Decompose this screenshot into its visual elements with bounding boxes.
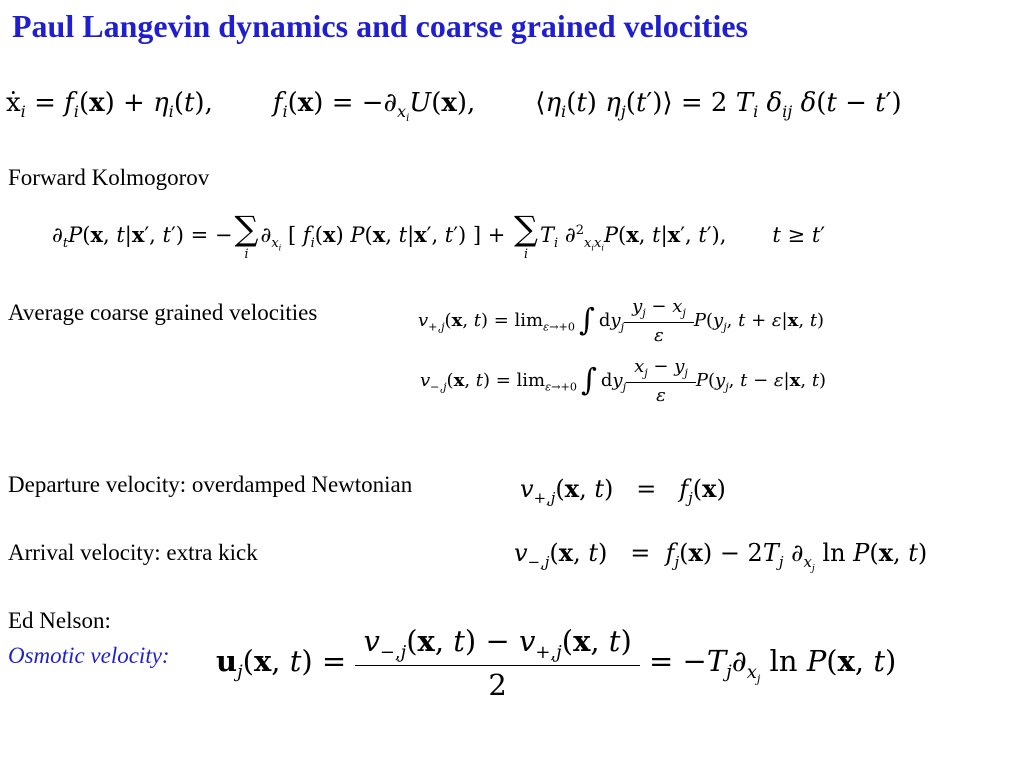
langevin-equation: ẋ$_i$ = $f_i(x) + \eta_i(t)$, $f_i(x) = -\partial_{x_i}U(x)$, $⟨\eta_i(t)$ $\eta_j(t')⟩ = 2$ $T_i$ $\delta_{ij}$ δ(t − t′) — [6, 88, 902, 125]
average-velocities-label: Average coarse grained velocities — [8, 300, 318, 325]
arrival-velocity-label: Arrival velocity: extra kick — [8, 540, 258, 565]
arrival-velocity-equation: $v_{-,j}(x$, $t) = f_j(x) - 2T_j$ $\partial_{x_j}$ ln P(x, t) — [514, 538, 928, 574]
osmotic-velocity-label: Osmotic velocity: — [8, 643, 170, 668]
backward-velocity-definition: $v_{-,j}(x$, $t) = \lim_{\varepsilon\to+0}$ ∫ $dy_j$ $\frac{x_j - y_j}{\varepsilon}$ $P(y_j$, t − ε|x, t) — [420, 356, 827, 406]
slide-title: Paul Langevin dynamics and coarse grained velocities — [12, 8, 748, 44]
departure-velocity-equation: $v_{+,j}(x$, $t) = f_j(x)$ — [520, 474, 726, 507]
departure-velocity-label: Departure velocity: overdamped Newtonian — [8, 472, 413, 497]
kolmogorov-equation: $\partial_tP(x$, t|x′, t′) = − ∑ i $\partial_{x_i}$ [ $f_i(x)$ P(x, t|x′, t′) ] + ∑ i $T_i$ ∂$^2_{x_ix_i}$P(x, t|x′, t′), t ≥ t′ — [52, 209, 826, 261]
osmotic-velocity-equation: $u_j(x$, t) = $\frac{v_{-,j}(x, t) - v_{+,j}(x, t)}{2}$ = $-T_j\partial_{x_j}$ ln P(x, t) — [216, 624, 897, 702]
forward-velocity-definition: $v_{+,j}(x$, $t) = \lim_{\varepsilon\to+0}$ ∫ $dy_j$ $\frac{y_j - x_j}{\varepsilon}$ $P(y_j$, t + ε|x, t) — [418, 296, 825, 346]
forward-kolmogorov-label: Forward Kolmogorov — [8, 165, 210, 190]
ed-nelson-label: Ed Nelson: — [8, 608, 111, 633]
